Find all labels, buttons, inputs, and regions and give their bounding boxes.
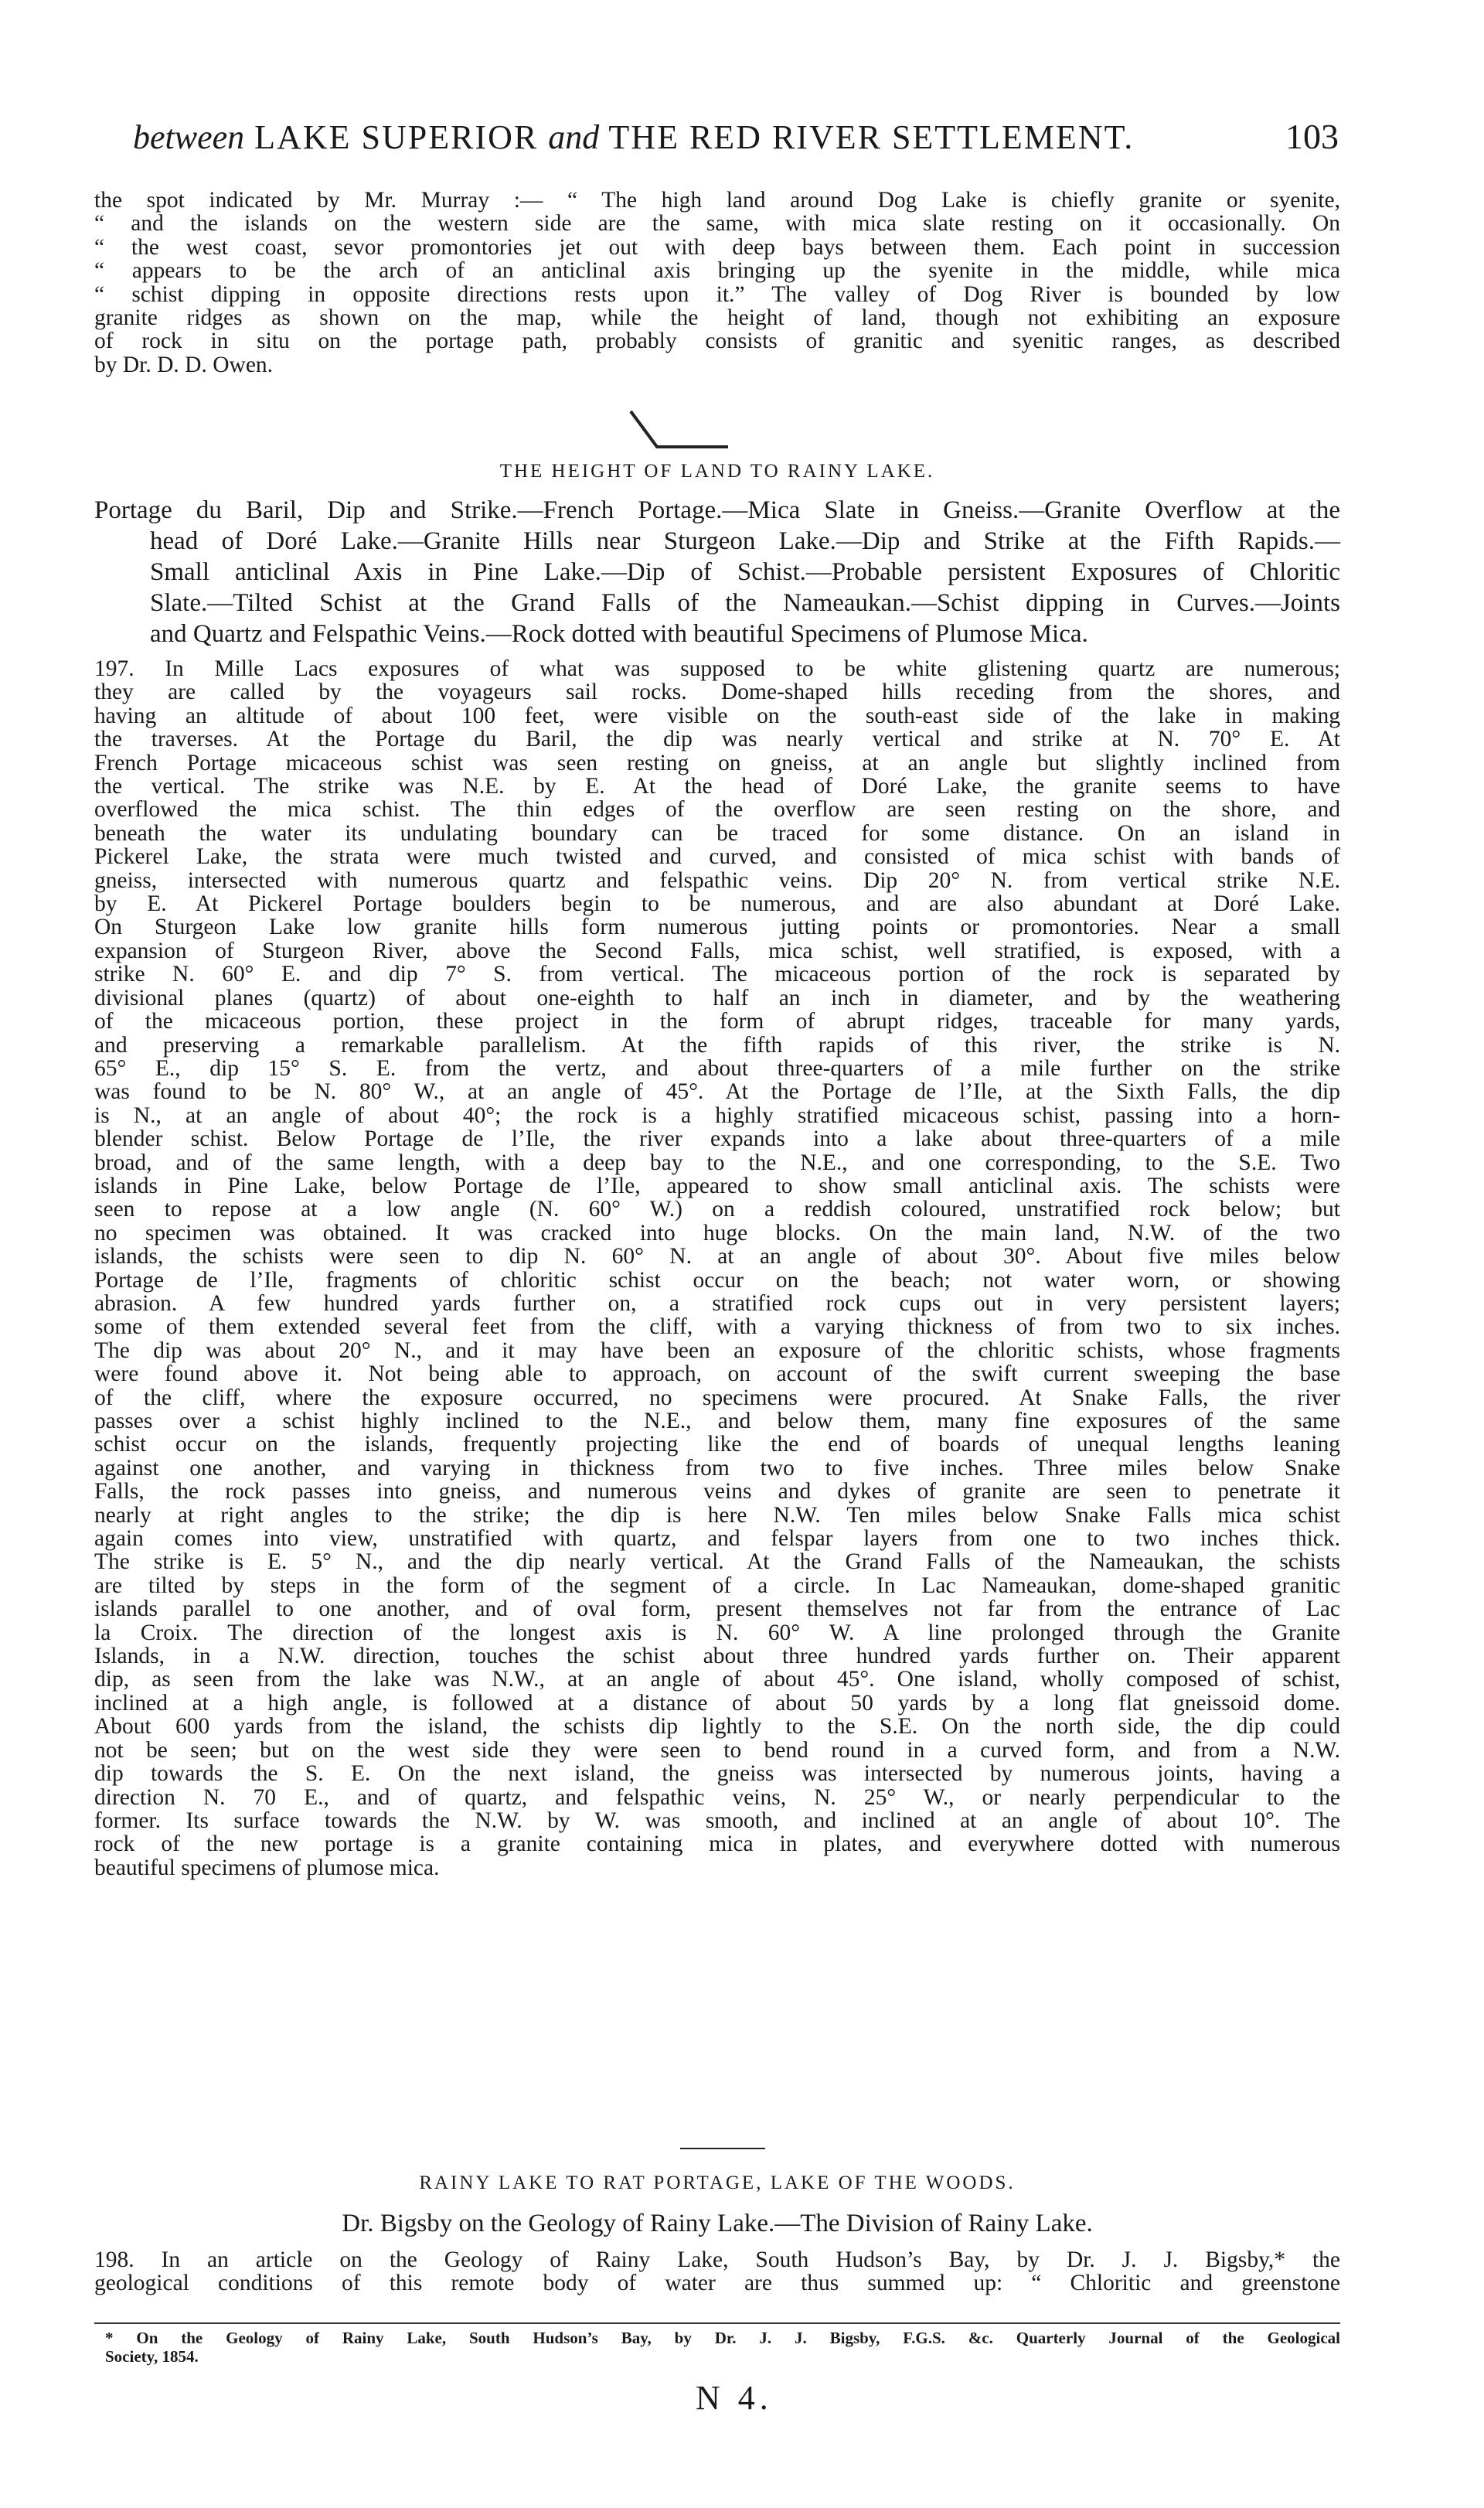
intro-line: the spot indicated by Mr. Murray :— “ The high land around Dog Lake is chiefly granite or syenite, (94, 188, 1340, 213)
running-title-prefix: between (133, 118, 245, 156)
summary-line: head of Doré Lake.—Granite Hills near Sturgeon Lake.—Dip and Strike at the Fifth Rapids.— (150, 527, 1340, 555)
paragraph-line: Islands, in a N.W. direction, touches the schist about three hundred yards further on. Their apparent (94, 1644, 1340, 1669)
paragraph-line: passes over a schist highly inclined to the N.E., and below them, many fine exposures of the same (94, 1409, 1340, 1433)
paragraph-line: About 600 yards from the island, the schists dip lightly to the S.E. On the north side, the dip could (94, 1714, 1340, 1740)
paragraph-line: blender schist. Below Portage de l’Ile, the river expands into a lake about three-quarters of a mile (94, 1126, 1340, 1152)
section-heading-height-of-land: THE HEIGHT OF LAND TO RAINY LAKE. (499, 461, 935, 482)
footnote-line: Society, 1854. (105, 2347, 199, 2366)
intro-line: “ the west coast, sevor promontories jet out with deep bays between them. Each point in succession (94, 234, 1340, 260)
paragraph-line: 198. In an article on the Geology of Rainy Lake, South Hudson’s Bay, by Dr. J. J. Bigsby,* the (94, 2247, 1340, 2272)
paragraph-line: former. Its surface towards the N.W. by W. was smooth, and inclined at an angle of about 10°. The (94, 1808, 1340, 1833)
paragraph-line: dip towards the S. E. On the next island, the gneiss was intersected by numerous joints, having a (94, 1761, 1340, 1787)
paragraph-line: overflowed the mica schist. The thin edges of the overflow are seen resting on the shore, and (94, 797, 1340, 823)
paragraph-line: gneiss, intersected with numerous quartz and felspathic veins. Dip 20° N. from vertical strike N.E. (94, 867, 1340, 893)
paragraph-line: of the cliff, where the exposure occurred, no specimens were procured. At Snake Falls, the river (94, 1385, 1340, 1410)
paragraph-line: la Croix. The direction of the longest axis is N. 60° W. A line prolonged through the Granite (94, 1620, 1340, 1645)
footnote-rule (94, 2322, 1340, 2324)
paragraph-line: having an altitude of about 100 feet, were visible on the south-east side of the lake in making (94, 703, 1340, 728)
paragraph-line: islands in Pine Lake, below Portage de l’Ile, appeared to show small anticlinal axis. The schists were (94, 1173, 1340, 1198)
footnote (105, 2329, 1340, 2366)
running-head (133, 116, 1339, 157)
section-divider-ornament (626, 408, 734, 452)
paragraph-line: rock of the new portage is a granite containing mica in plates, and everywhere dotted with numerous (94, 1832, 1340, 1857)
paragraph-line: divisional planes (quartz) of about one-eighth to half an inch in diameter, and by the weathering (94, 985, 1340, 1010)
paragraph-line: The dip was about 20° N., and it may have been an exposure of the chloritic schists, whose fragments (94, 1337, 1340, 1363)
paragraph-line: abrasion. A few hundred yards further on, a stratified rock cups out in very persistent layers; (94, 1290, 1340, 1316)
paragraph-line: and preserving a remarkable parallelism. At the fifth rapids of this river, the strike is N. (94, 1032, 1340, 1058)
paragraph-line: was found to be N. 80° W., at an angle of 45°. At the Portage de l’Ile, at the Sixth Falls, the dip (94, 1079, 1340, 1105)
paragraph-line: 65° E., dip 15° S. E. from the vertz, and about three-quarters of a mile further on the strike (94, 1055, 1340, 1081)
paragraph-line: broad, and of the same length, with a deep bay to the N.E., and one corresponding, to the S.E. Two (94, 1150, 1340, 1175)
intro-line: “ and the islands on the western side are the same, with mica slate resting on it occasionally. On (94, 211, 1340, 237)
paragraph-line: some of them extended several feet from the cliff, with a varying thickness of from two to six inches. (94, 1314, 1340, 1340)
section-heading-rainy-lake: RAINY LAKE TO RAT PORTAGE, LAKE OF THE WOODS. (419, 2172, 1016, 2193)
intro-line: of rock in situ on the portage path, probably consists of granitic and syenitic ranges, as described (94, 329, 1340, 354)
paragraph-line: schist occur on the islands, frequently projecting like the end of boards of unequal lengths leaning (94, 1432, 1340, 1457)
paragraph-line: strike N. 60° E. and dip 7° S. from vertical. The micaceous portion of the rock is separated by (94, 962, 1340, 987)
page-number: 103 (1285, 117, 1339, 156)
paragraph-line: geological conditions of this remote body of water are thus summed up: “ Chloritic and greenstone (94, 2271, 1340, 2296)
paragraph-line: beautiful specimens of plumose mica. (94, 1855, 440, 1880)
intro-line: by Dr. D. D. Owen. (94, 352, 274, 377)
paragraph-197 (94, 657, 1340, 1879)
running-title-part-b: THE RED RIVER SETTLEMENT. (608, 118, 1135, 156)
paragraph-line: they are called by the voyageurs sail rocks. Dome-shaped hills receding from the shores, and (94, 680, 1340, 705)
intro-line: “ schist dipping in opposite directions rests upon it.” The valley of Dog River is bounded by low (94, 281, 1340, 307)
paragraph-line: dip, as seen from the lake was N.W., at an angle of about 45°. One island, wholly composed of schist, (94, 1667, 1340, 1692)
summary-line: Slate.—Tilted Schist at the Grand Falls of the Nameaukan.—Schist dipping in Curves.—Joints (150, 589, 1340, 617)
running-title-and: and (548, 118, 600, 156)
section-rule (680, 2148, 765, 2149)
summary-line: Portage du Baril, Dip and Strike.—French Portage.—Mica Slate in Gneiss.—Granite Overflow at the (94, 496, 1340, 524)
paragraph-line: Portage de l’Ile, fragments of chloritic schist occur on the beach; not water worn, or showing (94, 1267, 1340, 1293)
summary-line: and Quartz and Felspathic Veins.—Rock dotted with beautiful Specimens of Plumose Mica. (150, 620, 1088, 648)
section-subheading: Dr. Bigsby on the Geology of Rainy Lake.—The Division of Rainy Lake. (342, 2210, 1093, 2237)
summary-line: Small anticlinal Axis in Pine Lake.—Dip of Schist.—Probable persistent Exposures of Chloritic (150, 558, 1340, 586)
paragraph-line: by E. At Pickerel Portage boulders begin to be numerous, and are also abundant at Doré Lake. (94, 891, 1340, 917)
paragraph-line: On Sturgeon Lake low granite hills form numerous jutting points or promontories. Near a small (94, 915, 1340, 940)
intro-line: “ appears to be the arch of an anticlinal axis bringing up the syenite in the middle, while mica (94, 258, 1340, 284)
intro-paragraph (94, 189, 1340, 377)
signature-mark: N 4. (696, 2379, 773, 2417)
paragraph-line: direction N. 70 E., and of quartz, and felspathic veins, N. 25° W., or nearly perpendicular to the (94, 1784, 1340, 1810)
paragraph-line: nearly at right angles to the strike; the dip is here N.W. Ten miles below Snake Falls mica schist (94, 1502, 1340, 1528)
paragraph-line: French Portage micaceous schist was seen resting on gneiss, at an angle but slightly inclined from (94, 750, 1340, 775)
paragraph-line: were found above it. Not being able to approach, on account of the swift current sweeping the base (94, 1361, 1340, 1387)
intro-line: granite ridges as shown on the map, while the height of land, though not exhibiting an exposure (94, 305, 1340, 331)
paragraph-line: islands parallel to one another, and of oval form, present themselves not far from the entrance of Lac (94, 1596, 1340, 1622)
paragraph-line: Pickerel Lake, the strata were much twisted and curved, and consisted of mica schist with bands of (94, 844, 1340, 870)
running-title-part-a: LAKE SUPERIOR (254, 118, 539, 156)
paragraph-line: of the micaceous portion, these project in the form of abrupt ridges, traceable for many yards, (94, 1009, 1340, 1034)
paragraph-line: is N., at an angle of about 40°; the rock is a highly stratified micaceous schist, passing into a horn- (94, 1102, 1340, 1128)
paragraph-line: not be seen; but on the west side they were seen to bend round in a curved form, and from a N.W. (94, 1737, 1340, 1763)
paragraph-line: 197. In Mille Lacs exposures of what was supposed to be white glistening quartz are numerous; (94, 656, 1340, 681)
paragraph-line: islands, the schists were seen to dip N. 60° N. at an angle of about 30°. About five miles below (94, 1244, 1340, 1269)
paragraph-line: against one another, and varying in thickness from two to five inches. Three miles below Snake (94, 1455, 1340, 1481)
paragraph-line: Falls, the rock passes into gneiss, and numerous veins and dykes of granite are seen to penetrate it (94, 1479, 1340, 1504)
paragraph-line: expansion of Sturgeon River, above the Second Falls, mica schist, well stratified, is exposed, with a (94, 938, 1340, 963)
running-title (133, 118, 1134, 157)
footnote-line: * On the Geology of Rainy Lake, South Hudson’s Bay, by Dr. J. J. Bigsby, F.G.S. &c. Quarterly Journal of the Geological (105, 2329, 1340, 2347)
paragraph-line: The strike is E. 5° N., and the dip nearly vertical. At the Grand Falls of the Nameaukan, the schists (94, 1549, 1340, 1575)
paragraph-line: beneath the water its undulating boundary can be traced for some distance. On an island in (94, 820, 1340, 846)
paragraph-line: are tilted by steps in the form of the segment of a circle. In Lac Nameaukan, dome-shaped granitic (94, 1573, 1340, 1598)
paragraph-line: no specimen was obtained. It was cracked into huge blocks. On the main land, N.W. of the two (94, 1220, 1340, 1245)
paragraph-198 (94, 2248, 1340, 2295)
paragraph-line: again comes into view, unstratified with quartz, and felspar layers from one to two inches thick. (94, 1526, 1340, 1552)
paragraph-line: the vertical. The strike was N.E. by E. At the head of Doré Lake, the granite seems to have (94, 774, 1340, 799)
paragraph-line: seen to repose at a low angle (N. 60° W.) on a reddish coloured, unstratified rock below; but (94, 1197, 1340, 1222)
paragraph-line: the traverses. At the Portage du Baril, the dip was nearly vertical and strike at N. 70° E. At (94, 727, 1340, 752)
section-summary (94, 495, 1340, 649)
paragraph-line: inclined at a high angle, is followed at a distance of about 50 yards by a long flat gneissoid dome. (94, 1690, 1340, 1716)
